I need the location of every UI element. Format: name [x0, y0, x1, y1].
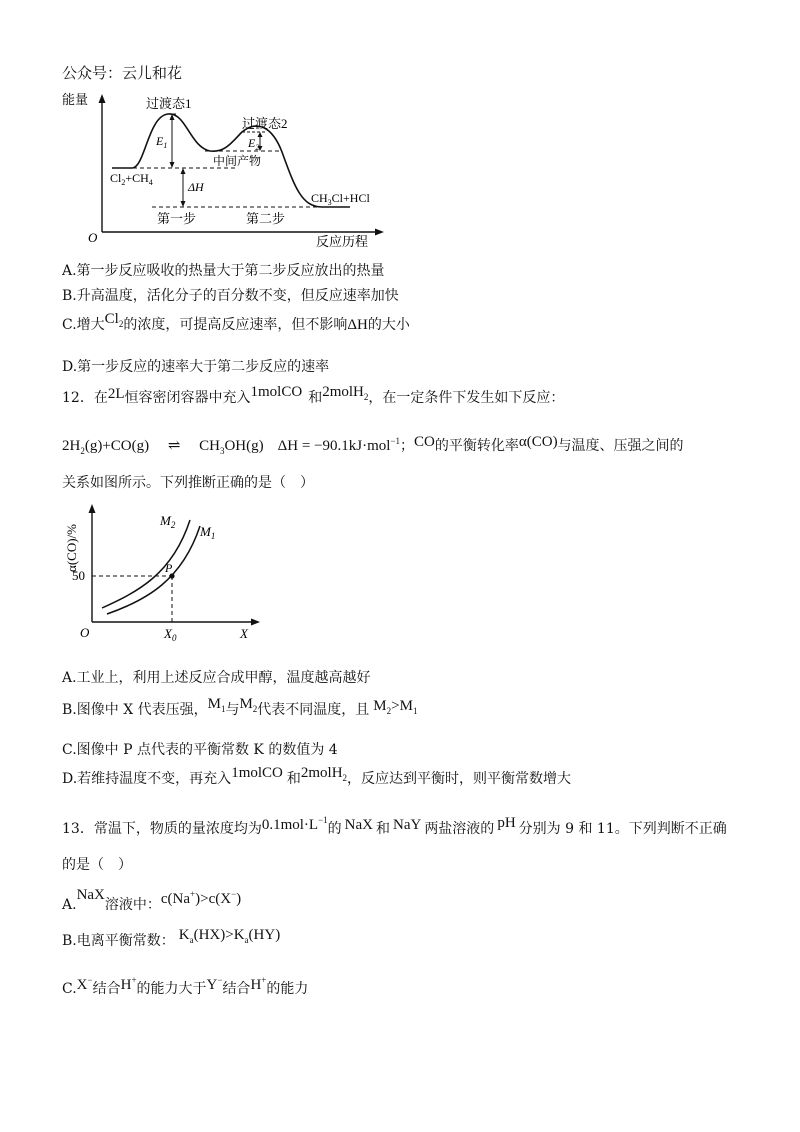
q11-option-b: B.升高温度，活化分子的百分数不变，但反应速率加快 [62, 288, 399, 304]
q13-option-b: B.电离平衡常数： $K_a(HX)>K_a(HY)$ [62, 927, 281, 949]
curve-m2 [102, 520, 190, 608]
conversion-origin: O [80, 625, 90, 640]
y-tick-50: 50 [72, 568, 85, 583]
q13-stem-line1: 13．常温下，物质的量浓度均为$0.1mol\cdot L^{-1}$的 NaX 和 NaY 两盐溶液的 pH 分别为 9 和 11。下列判断不正确 [62, 815, 727, 837]
delta-h-label: ΔH [188, 180, 204, 194]
q13-option-c: C.X−结合H+的能力大于Y−结合H+的能力 [62, 975, 309, 997]
ts2-label: 过渡态2 [242, 116, 288, 131]
reactants-label: $Cl_2+CH_4$ [110, 171, 153, 187]
products-label: $CH_3Cl+HCl$ [311, 191, 370, 207]
q12-option-a: A.工业上，利用上述反应合成甲醇，温度越高越好 [62, 670, 371, 686]
energy-x-label: 反应历程 [316, 234, 369, 248]
q13-stem-line2: 的是（ ） [62, 857, 132, 873]
e2-label: $E_2$ [248, 136, 260, 152]
q12-equation-line: $2H_2(g)+CO(g)$ ⇌ $CH_3OH(g) \Delta H = -90.1kJ\cdot mol^{-1}$；CO的平衡转化率α(CO)与温度、压强之间的 [62, 434, 684, 456]
q12-option-d: D.若维持温度不变，再充入1molCO 和2molH$_2$，反应达到平衡时，则平衡常数增大 [62, 765, 572, 787]
conversion-x-label: X [240, 626, 248, 641]
q13-option-a: A.NaX溶液中：c(Na+)>c(X−) [62, 887, 242, 913]
q12-option-c: C.图像中 P 点代表的平衡常数 K 的数值为 4 [62, 742, 338, 758]
energy-y-label: 能量 [62, 92, 89, 107]
step1-label: 第一步 [157, 211, 197, 226]
energy-x-arrow [375, 229, 384, 236]
q12-option-b: B.图像中 X 代表压强，$M_1$与$M_2$代表不同温度，且 $M_2>M_1$ [62, 696, 418, 718]
ts1-label: 过渡态1 [146, 96, 192, 111]
curve-m2-label: $M_2$ [160, 513, 176, 530]
q11-option-d: D.第一步反应的速率大于第二步反应的速率 [62, 359, 330, 375]
point-p-label: P [165, 561, 173, 575]
e1-label: $E_1$ [156, 134, 168, 150]
energy-origin-label: O [88, 230, 98, 245]
step2-label: 第二步 [246, 211, 286, 226]
conversion-diagram [62, 500, 272, 648]
q11-option-c: C.增大$Cl_2$的浓度，可提高反应速率，但不影响ΔH的大小 [62, 311, 410, 333]
q12-stem-line3: 关系如图所示。下列推断正确的是（ ） [62, 475, 314, 491]
intermediate-label: 中间产物 [213, 154, 262, 168]
watermark-text: 公众号：云儿和花 [62, 64, 183, 82]
energy-diagram [60, 90, 390, 248]
q11-option-a: A.第一步反应吸收的热量大于第二步反应放出的热量 [62, 263, 385, 279]
q12-stem-line1: 12．在2L恒容密闭容器中充入1molCO 和2molH$_2$，在一定条件下发生如下反应： [62, 384, 565, 406]
energy-y-arrow [99, 94, 106, 103]
x-tick-x0: $X_0$ [164, 626, 177, 643]
curve-m1 [107, 526, 200, 614]
conversion-y-label: α(CO)/% [64, 524, 79, 572]
curve-m1-label: $M_1$ [200, 524, 216, 541]
